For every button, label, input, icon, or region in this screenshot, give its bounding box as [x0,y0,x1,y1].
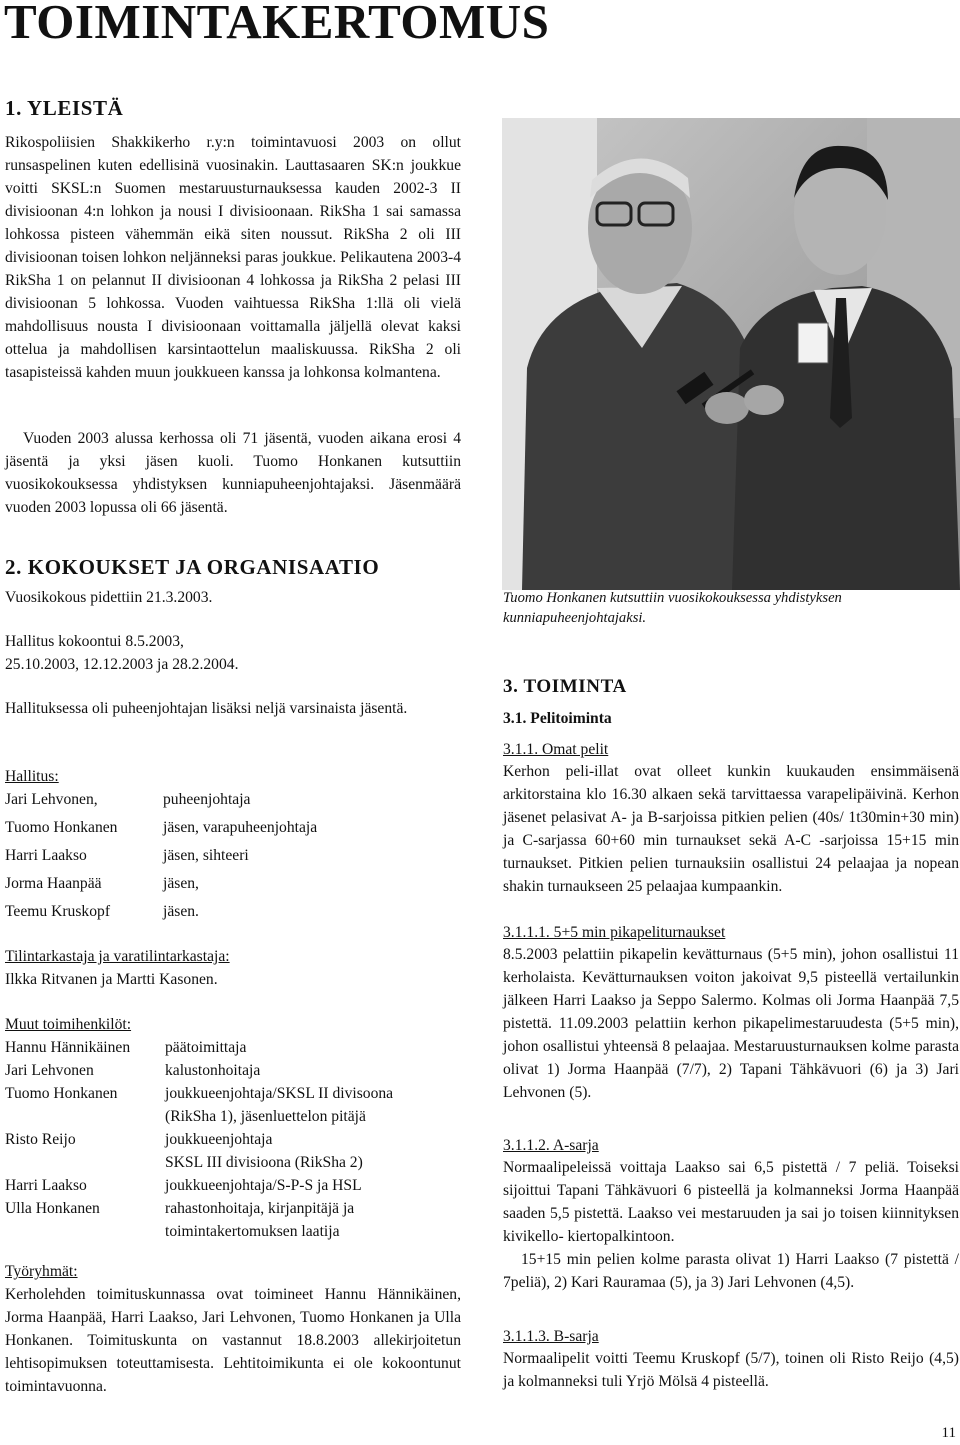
section-heading-yleista: 1. YLEISTÄ [5,96,124,120]
officer-role: joukkueenjohtaja/SKSL II divisoona [165,1085,394,1102]
audit-label: Tilintarkastaja ja varatilintarkastaja: [5,948,230,965]
own-games-text: Kerhon peli-illat ovat olleet kunkin kuukauden ensimmäisenä arkitorstaina klo 16.30 alkaen sekä tarvittaessa varapelipäivinä. Kerhon jäsenet pelasivat A- ja B-sarjoissa pitkien pelien (40s/ 1t30min+30 min) ja C-sarjassa 60+60 min turnaukset sekä A-C -sarjoissa 15+15 min turnaukset. Pitkien pelien turnauksiin osallistui 24 pelaajaa ja nopean shakin turnaukseen 25 pelaajaa kumpaankin. [503,763,959,895]
blitz-text: 8.5.2003 pelattiin pikapelin kevätturnaus (5+5 min), johon osallistui 11 kerholaista. Kevätturnauksen voiton jakoivat 9,5 pisteellä vertailunkin jälkeen Harri Laakso ja Seppo Salermo. Kolmas oli Jorma Haanpää 7,5 pistettä. 11.09.2003 pelattiin kerhon pikapelimestaruudesta (5+5 min), johon osallistui yhteensä 8 pelaajaa. Mestaruusturnauksen kolme parasta olivat 1) Jorma Haanpää (7/7), 2) Tapani Tähkävuori (6) ja 3) Jari Lehvonen (5). [503,946,959,1101]
officer-role: joukkueenjohtaja [165,1131,273,1148]
audit-names: Ilkka Ritvanen ja Martti Kasonen. [5,971,218,988]
section-heading-kokoukset: 2. KOKOUKSET JA ORGANISAATIO [5,555,380,579]
officer-name: Risto Reijo [5,1131,76,1148]
board-member-name: Teemu Kruskopf [5,903,111,920]
subheading-pelitoiminta: 3.1. Pelitoiminta [503,710,612,727]
section1-paragraph-1: Rikospoliisien Shakkikerho r.y:n toimintavuosi 2003 on ollut runsaspelinen kuten edellisinä vuosinakin. Lauttasaaren SK:n joukkue voitti SKSL:n Suomen mestaruusturnauksessa kauden 2002-3 II divisioonan 4:n lohkon ja nousi I divisioonaan. RikSha 1 sai samassa lohkossa pisteen vähemmän eikä siten noussut. RikSha 2 oli III divisioonan toisen lohkon neljänneksi paras joukkue. Pelikautena 2003-4 RikSha 1 on pelannut II divisioonan 4 lohkossa ja RikSha 2 pelasi III divisioonan 5 lohkossa. Vuoden vaihtuessa RikSha 1:llä oli vielä mahdollisuus nousta I divisioonaan voittamalla jäljellä olevat kaksi ottelua ja mahdollisen karsintaottelun maaliskuussa. RikSha 2 oli tasapisteissä kahden muun joukkueen kanssa ja lohkonsa kolmantena. [5,134,461,381]
board-composition-text: Hallituksessa oli puheenjohtajan lisäksi neljä varsinaista jäsentä. [5,700,408,717]
board-meetings-line-2: 25.10.2003, 12.12.2003 ja 28.2.2004. [5,656,239,673]
other-officers-label: Muut toimihenkilöt: [5,1016,132,1033]
officer-name: Harri Laakso [5,1177,87,1194]
photo-illustration [502,118,960,590]
board-member-name: Tuomo Honkanen [5,819,118,836]
board-label: Hallitus: [5,768,59,785]
a-series-text-1: Normaalipeleissä voittaja Laakso sai 6,5 pistettä / 7 peliä. Toiseksi sijoittui Tapani Tähkävuori 6 pisteellä ja kolmanneksi Jorma Haanpää saaden 5,5 pistettä. Laakso vei mestaruuden ja sai jo toisen kiinnityksen kivikello- kiertopalkintoon. [503,1159,959,1245]
a-series-heading: 3.1.1.2. A-sarja [503,1137,599,1154]
officer-role: SKSL III divisioona (RikSha 2) [165,1154,363,1171]
officer-role: toimintakertomuksen laatija [165,1223,340,1240]
section1-paragraph-2: Vuoden 2003 alussa kerhossa oli 71 jäsentä, vuoden aikana erosi 4 jäsentä ja yksi jäsen kuoli. Tuomo Honkanen kutsuttiin vuosikokouksessa yhdistyksen kunniapuheenjohtajaksi. Jäsenmäärä vuoden 2003 lopussa oli 66 jäsentä. [5,430,461,516]
board-member-role: jäsen. [163,903,199,920]
board-member-role: puheenjohtaja [163,791,251,808]
working-groups-label: Työryhmät: [5,1263,78,1280]
officer-role: (RikSha 1), jäsenluettelon pitäjä [165,1108,366,1125]
board-member-name: Harri Laakso [5,847,87,864]
board-member-name: Jorma Haanpää [5,875,102,892]
photo-caption: Tuomo Honkanen kutsuttiin vuosikokouksessa yhdistyksen kunniapuheenjohtajaksi. [503,590,842,626]
photo-two-men [502,118,960,590]
officer-name: Jari Lehvonen [5,1062,94,1079]
officer-name: Hannu Hännikäinen [5,1039,131,1056]
board-member-role: jäsen, sihteeri [163,847,249,864]
officer-role: joukkueenjohtaja/S-P-S ja HSL [165,1177,362,1194]
board-member-role: jäsen, [163,875,199,892]
officer-role: rahastonhoitaja, kirjanpitäjä ja [165,1200,355,1217]
b-series-heading: 3.1.1.3. B-sarja [503,1328,599,1345]
officer-name: Tuomo Honkanen [5,1085,118,1102]
page-title: TOIMINTAKERTOMUS [4,0,550,49]
page-number: 11 [941,1425,956,1441]
working-groups-text: Kerholehden toimituskunnassa ovat toimineet Hannu Hännikäinen, Jorma Haanpää, Harri Laakso, Jari Lehvonen, Tuomo Honkanen ja Ulla Honkanen. Toimituskunta on vastannut 18.8.2003 allekirjoitetun lehtisopimuksen toteuttamisesta. Lehtitoimikunta ei ole kokoontunut toimintavuonna. [5,1286,461,1395]
officer-role: päätoimittaja [165,1039,247,1056]
officer-role: kalustonhoitaja [165,1062,261,1079]
a-series-text-2: 15+15 min pelien kolme parasta olivat 1) Harri Laakso (7 pistettä / 7peliä), 2) Kari Rauramaa (5), ja 3) Jari Lehvonen (4,5). [503,1251,959,1291]
own-games-heading: 3.1.1. Omat pelit [503,741,609,758]
board-meetings-line-1: Hallitus kokoontui 8.5.2003, [5,633,184,650]
section-heading-toiminta: 3. TOIMINTA [503,676,627,697]
board-member-role: jäsen, varapuheenjohtaja [163,819,318,836]
blitz-heading: 3.1.1.1. 5+5 min pikapeliturnaukset [503,924,726,941]
b-series-text: Normaalipelit voitti Teemu Kruskopf (5/7), toinen oli Risto Reijo (4,5) ja kolmanneksi tuli Yrjö Mölsä 4 pisteellä. [503,1350,959,1390]
board-member-name: Jari Lehvonen, [5,791,98,808]
officer-name: Ulla Honkanen [5,1200,100,1217]
annual-meeting-text: Vuosikokous pidettiin 21.3.2003. [5,589,213,606]
